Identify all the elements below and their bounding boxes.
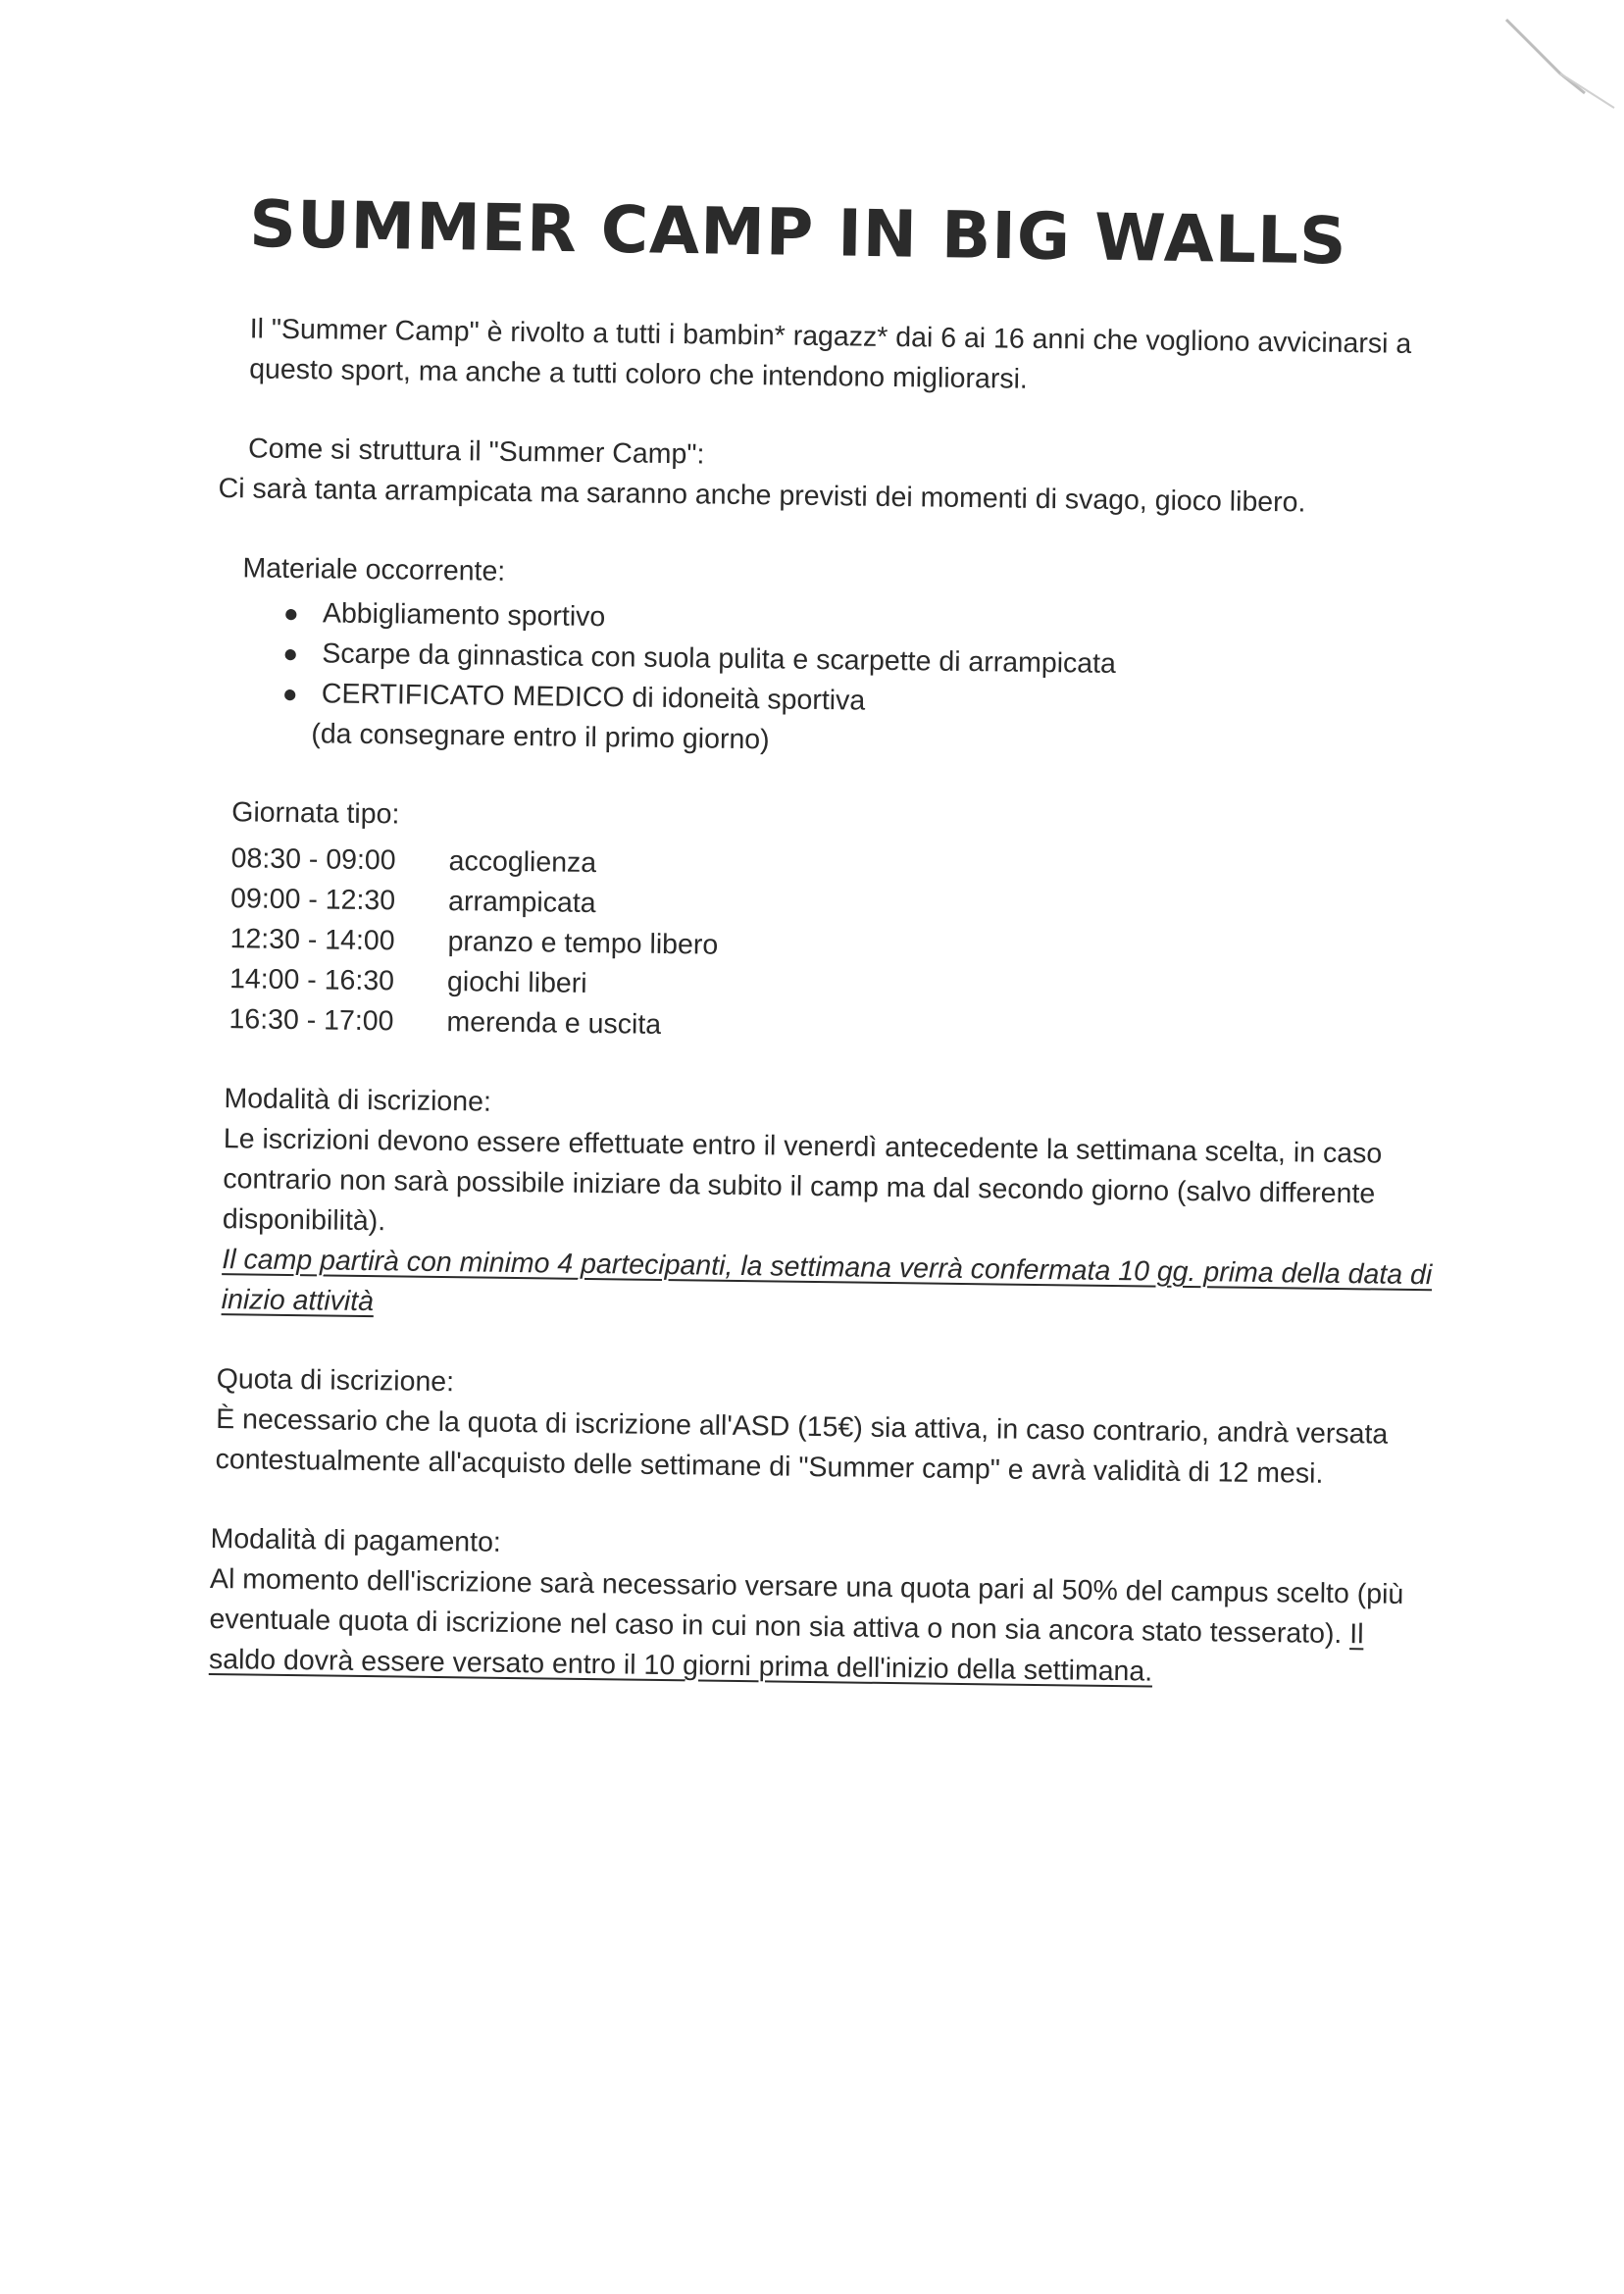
materials-heading: Materiale occorrente:	[242, 552, 506, 587]
schedule-time: 14:00 - 16:30	[228, 963, 395, 997]
bullet-icon: ●	[282, 637, 299, 669]
materials-list	[240, 592, 1443, 769]
schedule-time: 08:30 - 09:00	[230, 842, 396, 877]
schedule-activity: merenda e uscita	[446, 1006, 662, 1041]
payment-note: Il saldo dovrà essere versato entro il 10 giorni prima dell'inizio della settimana.	[208, 1618, 1364, 1688]
schedule-time: 09:00 - 12:30	[229, 883, 396, 917]
schedule-time: 16:30 - 17:00	[228, 1003, 394, 1038]
enrollment-heading: Modalità di iscrizione:	[224, 1083, 492, 1118]
structure-heading: Come si struttura il "Summer Camp":	[247, 433, 705, 471]
page-corner-fold	[1467, 0, 1624, 137]
schedule-section	[228, 792, 1440, 1055]
schedule-heading: Giornata tipo:	[231, 796, 400, 831]
schedule-activity: accoglienza	[448, 845, 597, 880]
page-title: SUMMER CAMP IN BIG WALLS	[248, 186, 1348, 280]
document-body	[203, 309, 1446, 1696]
schedule-activity: arrampicata	[447, 886, 596, 920]
fee-heading: Quota di iscrizione:	[216, 1363, 455, 1399]
fee-section	[215, 1359, 1433, 1496]
payment-section	[209, 1519, 1431, 1696]
schedule-activity: giochi liberi	[446, 966, 587, 999]
intro-paragraph: Il "Summer Camp" è rivolto a tutti i bambin* ragazz* dai 6 ai 16 anni che vogliono avvicinarsi a questo sport, ma anche a tutti coloro che intendono migliorarsi.	[248, 313, 1412, 395]
materials-section	[240, 548, 1444, 769]
enrollment-note: Il camp partirà con minimo 4 partecipanti, la settimana verrà confermata 10 gg. prima della data di inizio attività	[221, 1244, 1433, 1318]
structure-section	[218, 429, 1445, 525]
list-item: ● Scarpe da ginnastica con suola pulita e scarpette di arrampicata	[280, 634, 1442, 688]
structure-text: Ci sarà tanta arrampicata ma saranno anche previsti dei momenti di svago, gioco libero.	[218, 472, 1306, 519]
fee-text: È necessario che la quota di iscrizione all'ASD (15€) sia attiva, in caso contrario, andrà versata contestualmente all'acquisto delle settimane di "Summer camp" e avrà validità di 12 mesi.	[215, 1403, 1389, 1490]
schedule-table	[228, 839, 1440, 1055]
schedule-activity: pranzo e tempo libero	[447, 926, 719, 961]
payment-heading: Modalità di pagamento:	[210, 1522, 502, 1558]
enrollment-section	[222, 1079, 1437, 1336]
schedule-time: 12:30 - 14:00	[229, 923, 395, 957]
payment-body: Al momento dell'iscrizione sarà necessario versare una quota pari al 50% del campus scelto (più eventuale quota di iscrizione nel caso in cui non sia attiva o non sia ancora stato tesserato).	[209, 1562, 1404, 1651]
bullet-icon: ●	[281, 678, 298, 709]
materials-note: (da consegnare entro il primo giorno)	[311, 718, 770, 756]
enrollment-text: Le iscrizioni devono essere effettuate entro il venerdì antecedente la settimana scelta, in caso contrario non sarà possibile iniziare da subito il camp ma dal secondo giorno (salvo differente disponibilità).	[222, 1123, 1383, 1238]
list-item: ● CERTIFICATO MEDICO di idoneità sportiva	[280, 674, 1442, 729]
document-page	[208, 186, 1446, 1688]
payment-text	[209, 1559, 1431, 1696]
list-item: ● Abbigliamento sportivo	[281, 593, 1443, 648]
bullet-icon: ●	[282, 597, 299, 629]
